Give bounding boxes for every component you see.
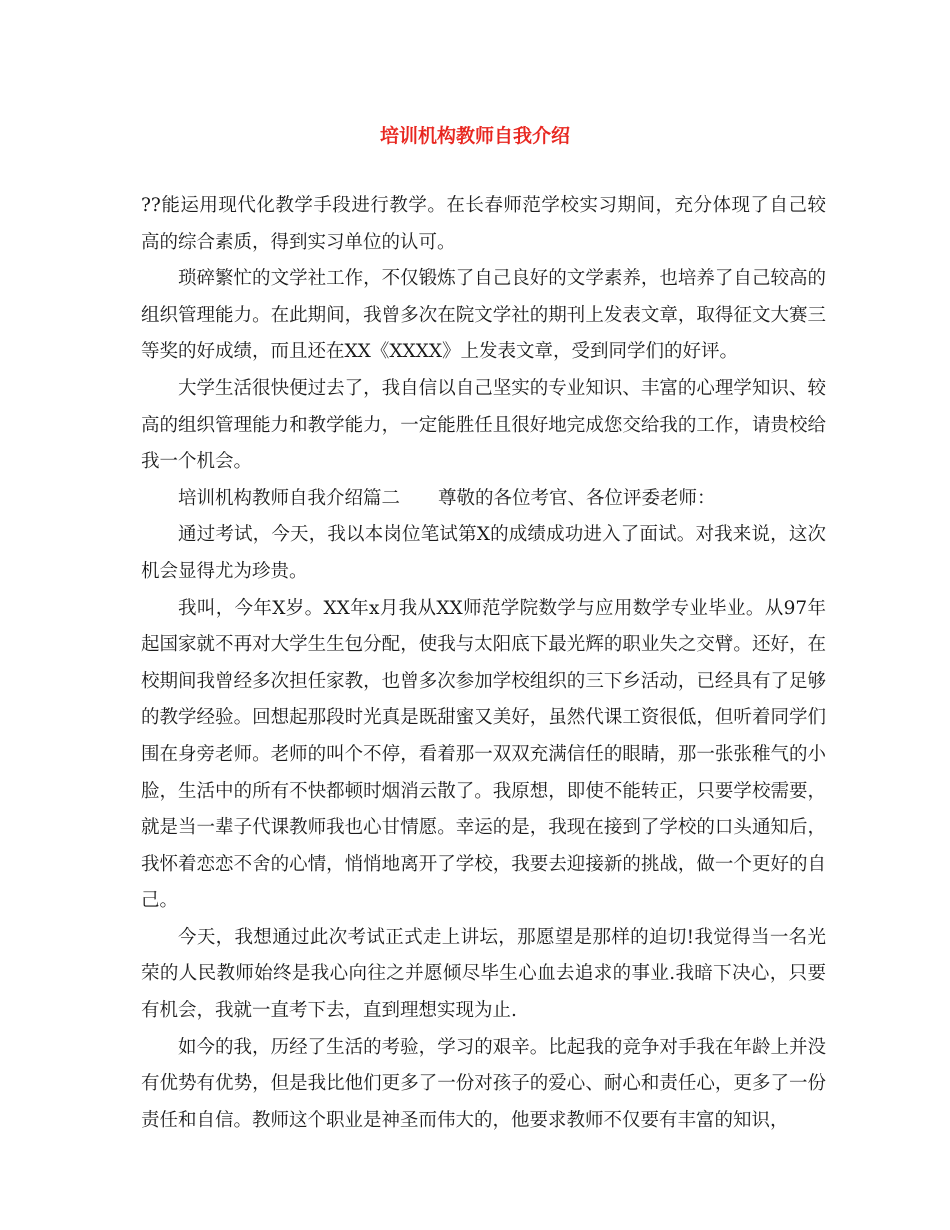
document-title: 培训机构教师自我介绍 — [379, 125, 570, 147]
salutation: 尊敬的各位考官、各位评委老师： — [438, 487, 716, 509]
paragraph-4: 通过考试，今天，我以本岗位笔试第X的成绩成功进入了面试。对我来说，这次机会显得尤为珍贵。 — [141, 524, 826, 582]
paragraph-2: 琐碎繁忙的文学社工作，不仅锻炼了自己良好的文学素养，也培养了自己较高的组织管理能力。在此期间，我曾多次在院文学社的期刊上发表文章，取得征文大赛三等奖的好成绩，而且还在XX《XXXX》上发表文章，受到同学们的好评。 — [141, 268, 826, 363]
paragraph-3: 大学生活很快便过去了，我自信以自己坚实的专业知识、丰富的心理学知识、较高的组织管理能力和教学能力，一定能胜任且很好地完成您交给我的工作，请贵校给我一个机会。 — [141, 377, 826, 473]
paragraph-7: 如今的我，历经了生活的考验，学习的艰辛。比起我的竞争对手我在年龄上并没有优势有优势，但是我比他们更多了一份对孩子的爱心、耐心和责任心，更多了一份责任和自信。教师这个职业是神圣而伟大的，他要求教师不仅要有丰富的知识， — [141, 1036, 826, 1131]
document-body — [141, 188, 826, 1139]
paragraph-5: 我叫，今年X岁。XX年x月我从XX师范学院数学与应用数学专业毕业。从97年起国家就不再对大学生生包分配，使我与太阳底下最光辉的职业失之交臂。还好，在校期间我曾经多次担任家教，也曾多次参加学校组织的三下乡活动，已经具有了足够的教学经验。回想起那段时光真是既甜蜜又美好，虽然代课工资很低，但听着同学们围在身旁老师。老师的叫个不停，看着那一双双充满信任的眼睛，那一张张稚气的小脸，生活中的所有不快都顿时烟消云散了。我原想，即使不能转正，只要学校需要，就是当一辈子代课教师我也心甘情愿。幸运的是，我现在接到了学校的口头通知后，我怀着恋恋不舍的心情，悄悄地离开了学校，我要去迎接新的挑战，做一个更好的自己。 — [141, 597, 826, 912]
paragraph-6: 今天，我想通过此次考试正式走上讲坛，那愿望是那样的迫切!我觉得当一名光荣的人民教师始终是我心向往之并愿倾尽毕生心血去追求的事业.我暗下决心，只要有机会，我就一直考下去，直到理想实现为止. — [141, 926, 826, 1022]
section-heading: 培训机构教师自我介绍篇二 — [178, 487, 401, 509]
section-heading-line — [141, 481, 826, 518]
paragraph-1: ??能运用现代化教学手段进行教学。在长春师范学校实习期间，充分体现了自己较高的综合素质，得到实习单位的认可。 — [141, 195, 826, 253]
